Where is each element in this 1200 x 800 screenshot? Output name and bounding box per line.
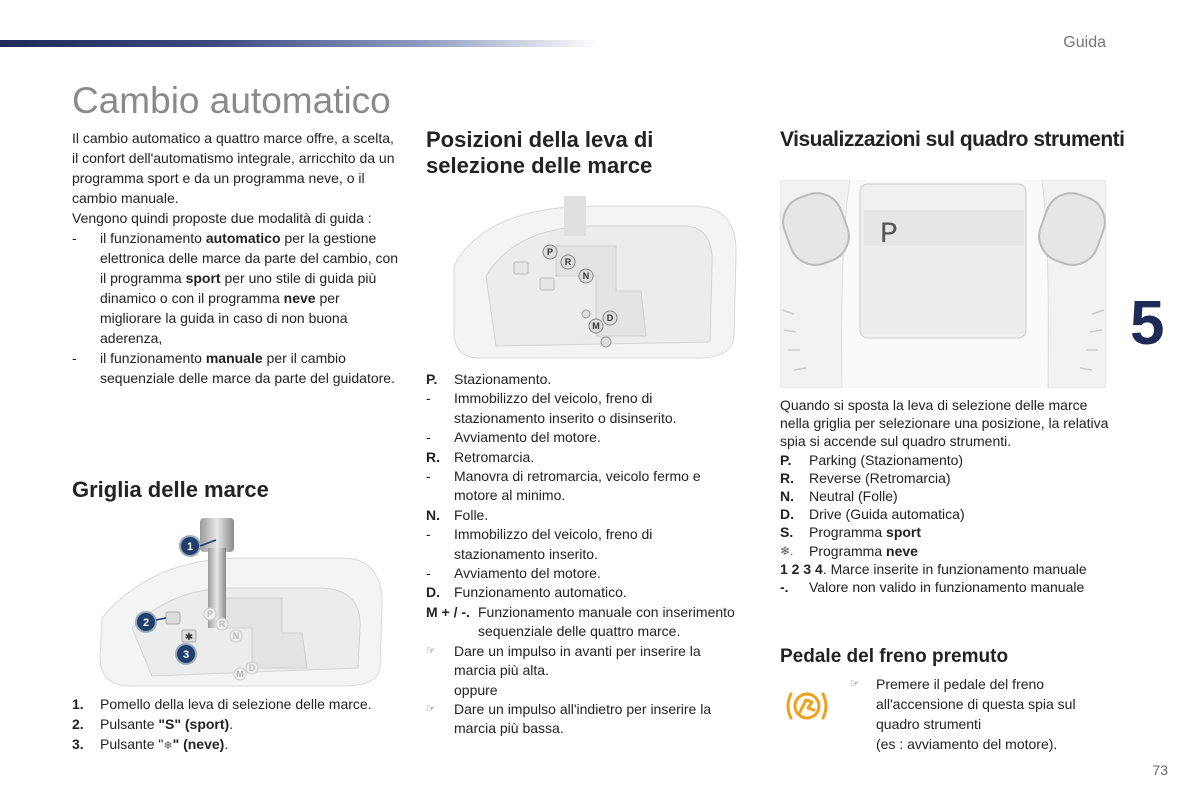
list-item: D. Drive (Guida automatica) xyxy=(780,506,965,523)
snowflake-icon: ❄ xyxy=(163,740,173,752)
gear-label: D xyxy=(606,313,614,323)
svg-text:3: 3 xyxy=(182,649,190,661)
grid-heading: Griglia delle marce xyxy=(72,477,269,502)
svg-text:2: 2 xyxy=(142,617,150,629)
svg-text:✱: ✱ xyxy=(184,632,194,643)
list-item: ☞ Dare un impulso in avanti per inserire la marcia più alta. xyxy=(426,642,701,679)
list-item: - Manovra di retromarcia, veicolo fermo e motore al minimo. xyxy=(426,468,701,504)
gear-label: N xyxy=(232,631,240,641)
gear-lever-illustration xyxy=(446,196,742,362)
pedal-note: (es : avviamento del motore). xyxy=(876,736,1058,752)
list-item: 1. Pomello della leva di selezione delle marce. xyxy=(72,696,372,712)
list-item: - il funzionamento automatico per la gestione elettronica delle marce da parte del cambio, con il programma sport per uno stile di guida più dinamico o con il programma neve per migliorare la guida in caso di non buona aderenza, xyxy=(72,230,399,346)
list-item: 1 2 3 4. Marce inserite in funzionamento manuale xyxy=(780,560,1087,577)
list-item: ☞ Dare un impulso all'indietro per inserire la marcia più bassa. xyxy=(426,700,712,737)
page-title: Cambio automatico xyxy=(72,80,391,121)
svg-text:1: 1 xyxy=(186,541,194,553)
intro-paragraph: Il cambio automatico a quattro marce offre, a scelta, il confort dell'automatismo integrale, arricchito da un programma sport e da un programma neve, o il cambio manuale. xyxy=(72,130,395,206)
callout-3 xyxy=(176,644,196,664)
list-item: 2. Pulsante "S" (sport). xyxy=(72,716,234,732)
intro-text xyxy=(72,128,400,388)
chapter-number: 5 xyxy=(1130,289,1165,358)
gear-label: M xyxy=(592,321,600,331)
display-intro: Quando si sposta la leva di selezione delle marce nella griglia per selezionare una posizione, la relativa spia si accende sul quadro strumenti. xyxy=(780,397,1109,450)
list-item: R. Retromarcia. xyxy=(426,448,535,465)
list-item: P. Parking (Stazionamento) xyxy=(780,451,964,468)
list-item: M + / -. Funzionamento manuale con inserimento sequenziale delle quattro marce. xyxy=(426,603,735,640)
list-item: -. Valore non valido in funzionamento manuale xyxy=(780,579,1085,596)
gear-display-letter: P xyxy=(880,218,899,252)
list-item: ❄. Programma neve xyxy=(780,542,918,559)
page-number: 73 xyxy=(1152,762,1168,778)
list-item: P. Stazionamento. xyxy=(426,371,552,387)
list-item: oppure xyxy=(454,681,498,698)
list-item: - Avviamento del motore. xyxy=(426,429,601,446)
list-item: 3. Pulsante "❄" (neve). xyxy=(72,736,229,752)
list-item: ☞ Premere il pedale del freno all'accensione di questa spia sul quadro strumenti xyxy=(850,676,1076,732)
list-item: N. Neutral (Folle) xyxy=(780,488,898,505)
list-item: - Avviamento del motore. xyxy=(426,565,601,582)
display-heading: Visualizzazioni sul quadro strumenti xyxy=(780,128,1125,151)
list-item: N. Folle. xyxy=(426,506,489,523)
list-item: - Immobilizzo del veicolo, freno di stazionamento inserito o disinserito. xyxy=(426,390,677,426)
gear-label: R xyxy=(564,257,572,267)
intro-paragraph-2: Vengono quindi proposte due modalità di guida : xyxy=(72,210,372,226)
list-item: S. Programma sport xyxy=(780,524,922,541)
list-item: R. Reverse (Retromarcia) xyxy=(780,469,951,486)
gear-label: M xyxy=(236,669,244,679)
gear-label: N xyxy=(582,271,590,281)
list-item: - Immobilizzo del veicolo, freno di stazionamento inserito. xyxy=(426,526,653,562)
gear-label: P xyxy=(546,247,554,257)
gear-grid-illustration xyxy=(92,518,388,690)
list-item: D. Funzionamento automatico. xyxy=(426,584,627,601)
instrument-cluster-illustration xyxy=(780,180,1106,388)
section-name: Guida xyxy=(1063,34,1106,51)
snowflake-icon: ❄. xyxy=(780,543,794,558)
display-text xyxy=(780,396,1110,596)
gear-label: R xyxy=(218,619,226,629)
brake-pedal-warning-icon xyxy=(784,688,830,724)
gear-label: P xyxy=(206,609,214,619)
list-item: - il funzionamento manuale per il cambio sequenziale delle marce da parte del guidatore. xyxy=(72,350,395,386)
pedal-heading: Pedale del freno premuto xyxy=(780,646,1009,667)
grid-legend xyxy=(72,694,402,756)
lever-heading: Posizioni della leva di selezione delle marce xyxy=(426,127,654,178)
lever-positions xyxy=(426,370,746,739)
pedal-instructions xyxy=(850,674,1090,754)
header-bar xyxy=(0,40,600,47)
gear-label: D xyxy=(248,663,256,673)
